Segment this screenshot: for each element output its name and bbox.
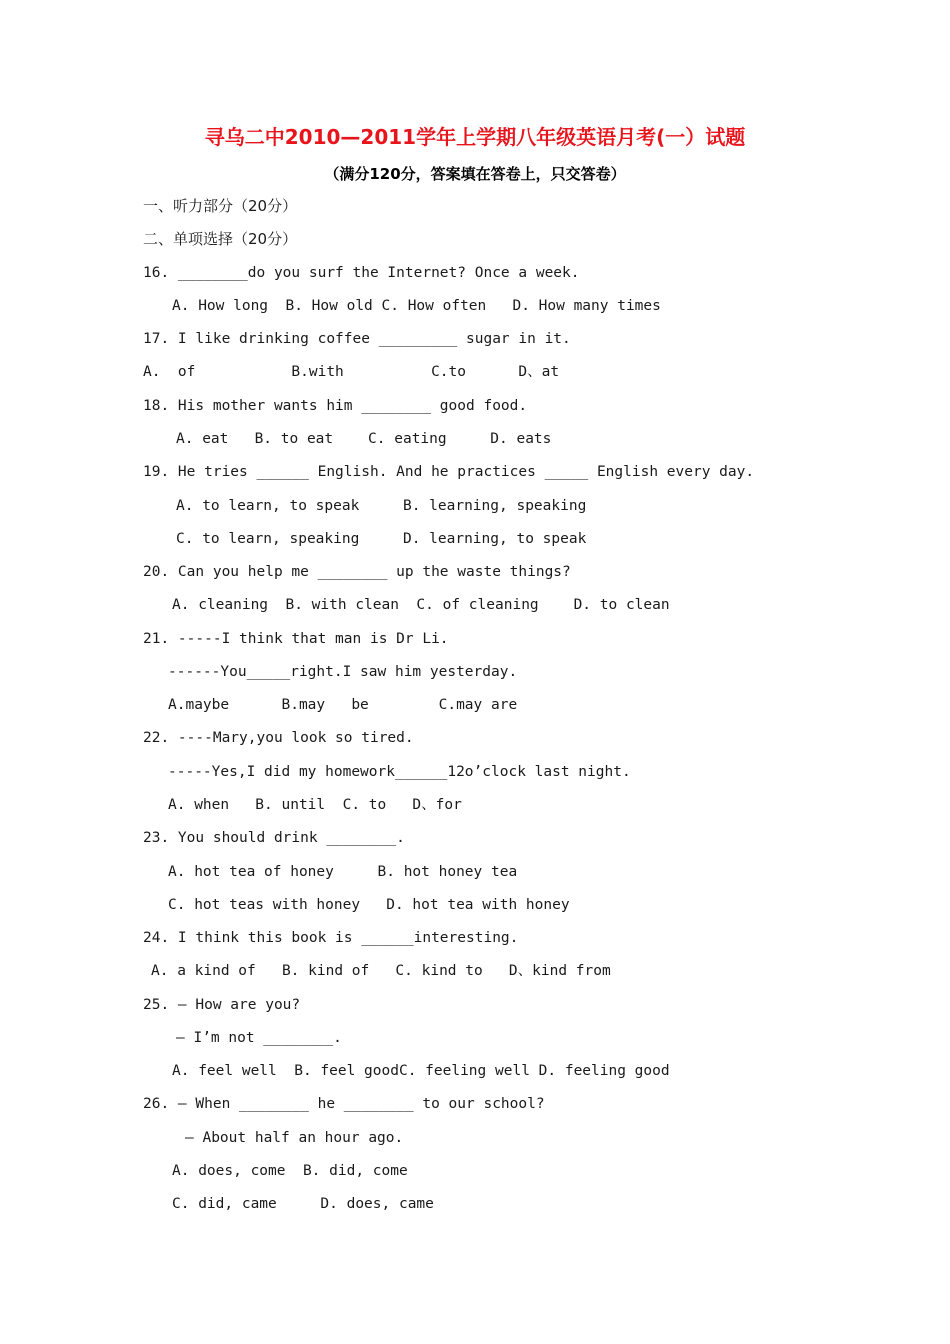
options-22: A. when B. until C. to D、for: [168, 797, 462, 813]
options-19-c-d: C. to learn, speaking D. learning, to speak: [176, 531, 587, 547]
question-17: 17. I like drinking coffee _________ sugar in it.: [143, 331, 571, 347]
options-23-a-b: A. hot tea of honey B. hot honey tea: [168, 864, 518, 880]
options-20: A. cleaning B. with clean C. of cleaning D. to clean: [172, 597, 670, 613]
question-22: 22. ----Mary,you look so tired.: [143, 730, 414, 746]
question-26: 26. — When ________ he ________ to our school?: [143, 1096, 545, 1112]
dialogue-22: -----Yes,I did my homework______12o’clock last night.: [168, 764, 631, 780]
dialogue-25: — I’m not ________.: [176, 1030, 342, 1046]
question-16: 16. ________do you surf the Internet? Once a week.: [143, 265, 580, 281]
section-listening: 一、听力部分（20分）: [143, 197, 298, 215]
options-24: A. a kind of B. kind of C. kind to D、kind from: [151, 963, 611, 979]
dialogue-26: — About half an hour ago.: [185, 1130, 404, 1146]
question-25: 25. — How are you?: [143, 997, 301, 1013]
options-26-c-d: C. did, came D. does, came: [172, 1196, 434, 1212]
exam-title: 寻乌二中2010—2011学年上学期八年级英语月考(一）试题: [204, 125, 746, 149]
section-single-choice: 二、单项选择（20分）: [143, 230, 298, 248]
exam-subtitle: （满分120分，答案填在答卷上，只交答卷）: [324, 165, 626, 183]
options-18: A. eat B. to eat C. eating D. eats: [176, 431, 552, 447]
dialogue-21: ------You_____right.I saw him yesterday.: [168, 664, 518, 680]
options-25: A. feel well B. feel goodC. feeling well D. feeling good: [172, 1063, 670, 1079]
question-20: 20. Can you help me ________ up the waste things?: [143, 564, 571, 580]
options-23-c-d: C. hot teas with honey D. hot tea with honey: [168, 897, 570, 913]
question-18: 18. His mother wants him ________ good food.: [143, 398, 528, 414]
options-21: A.maybe B.may be C.may are: [168, 697, 518, 713]
options-17: A. of B.with C.to D、at: [143, 364, 560, 380]
question-19: 19. He tries ______ English. And he practices _____ English every day.: [143, 464, 755, 480]
options-19-a-b: A. to learn, to speak B. learning, speaking: [176, 498, 587, 514]
question-24: 24. I think this book is ______interesting.: [143, 930, 519, 946]
question-23: 23. You should drink ________.: [143, 830, 405, 846]
options-16: A. How long B. How old C. How often D. How many times: [172, 298, 661, 314]
question-21: 21. -----I think that man is Dr Li.: [143, 631, 449, 647]
options-26-a-b: A. does, come B. did, come: [172, 1163, 408, 1179]
